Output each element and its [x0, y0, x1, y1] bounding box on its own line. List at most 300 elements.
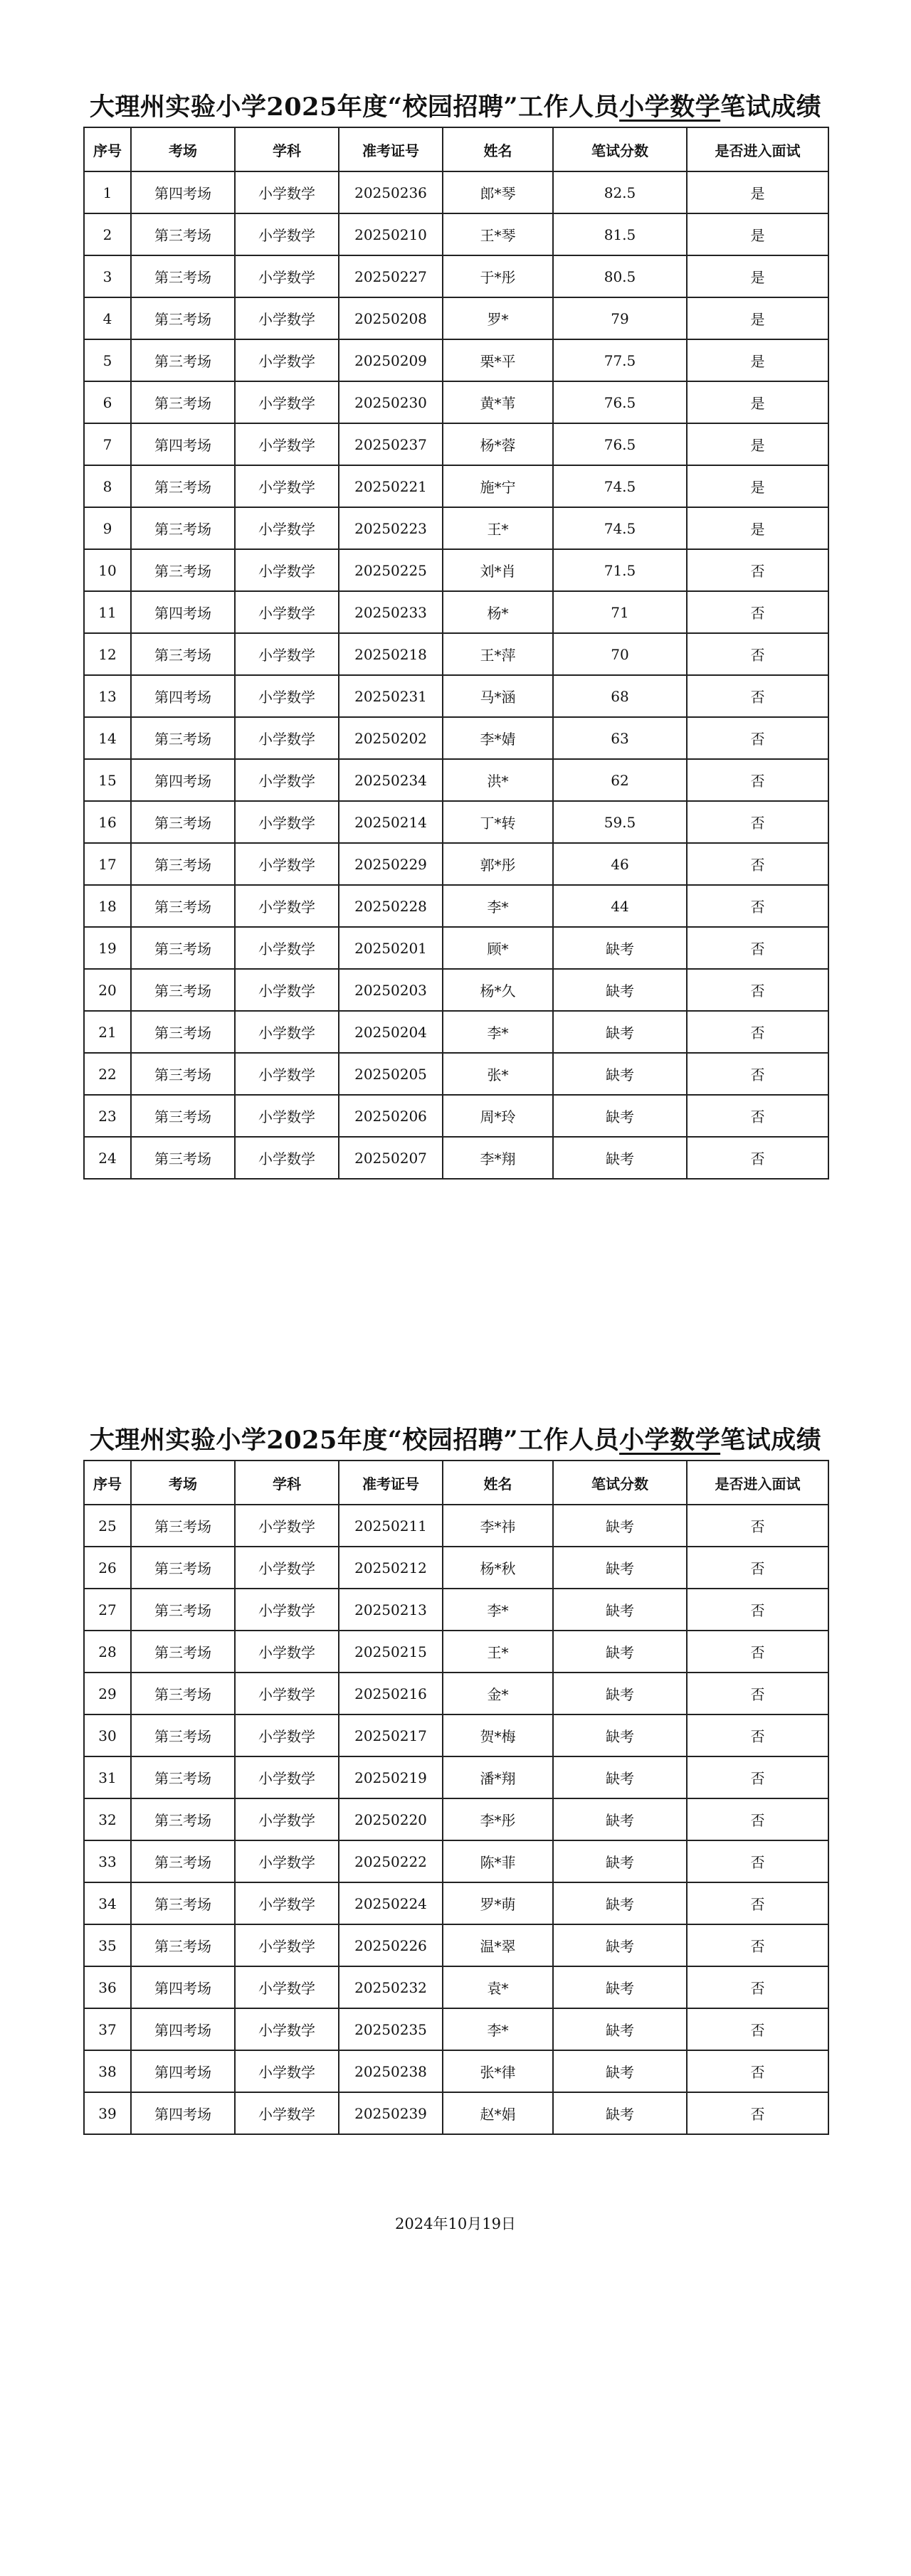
title-subject: 小学数学 [619, 1426, 721, 1455]
table-row [84, 759, 828, 801]
cell-room: 第三考场 [131, 381, 235, 423]
cell-ticket: 20250231 [339, 675, 443, 717]
header-subject: 学科 [235, 1461, 339, 1505]
cell-room: 第三考场 [131, 1137, 235, 1179]
cell-score: 缺考 [553, 927, 687, 969]
cell-ticket: 20250225 [339, 549, 443, 591]
cell-score: 68 [553, 675, 687, 717]
cell-subject: 小学数学 [235, 465, 339, 507]
cell-name: 李*祎 [443, 1505, 553, 1547]
cell-score: 缺考 [553, 1011, 687, 1053]
cell-room: 第三考场 [131, 1011, 235, 1053]
cell-name: 陈*菲 [443, 1840, 553, 1882]
cell-subject: 小学数学 [235, 885, 339, 927]
cell-subject: 小学数学 [235, 1589, 339, 1631]
cell-seq: 4 [84, 297, 131, 339]
cell-score: 缺考 [553, 1589, 687, 1631]
cell-interview: 是 [687, 381, 828, 423]
cell-ticket: 20250205 [339, 1053, 443, 1095]
cell-room: 第三考场 [131, 717, 235, 759]
cell-interview: 否 [687, 1547, 828, 1589]
cell-interview: 否 [687, 1714, 828, 1756]
cell-name: 郭*彤 [443, 843, 553, 885]
cell-ticket: 20250226 [339, 1924, 443, 1966]
cell-name: 郎*琴 [443, 171, 553, 213]
cell-subject: 小学数学 [235, 927, 339, 969]
cell-ticket: 20250232 [339, 1966, 443, 2008]
cell-name: 王*琴 [443, 213, 553, 255]
cell-interview: 否 [687, 843, 828, 885]
cell-subject: 小学数学 [235, 675, 339, 717]
table-row [84, 1095, 828, 1137]
cell-score: 缺考 [553, 1840, 687, 1882]
cell-subject: 小学数学 [235, 171, 339, 213]
table-row [84, 171, 828, 213]
cell-room: 第四考场 [131, 675, 235, 717]
cell-ticket: 20250229 [339, 843, 443, 885]
cell-name: 袁* [443, 1966, 553, 2008]
cell-score: 44 [553, 885, 687, 927]
cell-subject: 小学数学 [235, 1505, 339, 1547]
cell-seq: 17 [84, 843, 131, 885]
cell-score: 74.5 [553, 507, 687, 549]
cell-ticket: 20250222 [339, 1840, 443, 1882]
table-header-row [84, 1461, 828, 1505]
table-row [84, 381, 828, 423]
table-row [84, 297, 828, 339]
cell-seq: 3 [84, 255, 131, 297]
cell-interview: 否 [687, 1095, 828, 1137]
cell-score: 缺考 [553, 1547, 687, 1589]
score-table [83, 1460, 829, 2135]
table-header-row [84, 127, 828, 171]
cell-seq: 38 [84, 2050, 131, 2092]
cell-name: 金* [443, 1673, 553, 1714]
title-subject: 小学数学 [619, 92, 721, 122]
table-row [84, 213, 828, 255]
cell-seq: 24 [84, 1137, 131, 1179]
cell-score: 缺考 [553, 969, 687, 1011]
header-interview: 是否进入面试 [687, 127, 828, 171]
table-row [84, 1589, 828, 1631]
cell-room: 第四考场 [131, 759, 235, 801]
header-ticket: 准考证号 [339, 127, 443, 171]
cell-ticket: 20250202 [339, 717, 443, 759]
cell-score: 76.5 [553, 423, 687, 465]
cell-ticket: 20250218 [339, 633, 443, 675]
header-interview: 是否进入面试 [687, 1461, 828, 1505]
cell-interview: 否 [687, 1589, 828, 1631]
table-row [84, 2050, 828, 2092]
cell-seq: 15 [84, 759, 131, 801]
table-row [84, 1714, 828, 1756]
table-row [84, 1798, 828, 1840]
cell-room: 第四考场 [131, 2092, 235, 2134]
cell-score: 70 [553, 633, 687, 675]
table-row [84, 1505, 828, 1547]
table-row [84, 1547, 828, 1589]
cell-score: 63 [553, 717, 687, 759]
cell-seq: 22 [84, 1053, 131, 1095]
cell-subject: 小学数学 [235, 1137, 339, 1179]
cell-name: 杨*久 [443, 969, 553, 1011]
cell-subject: 小学数学 [235, 2092, 339, 2134]
cell-room: 第三考场 [131, 255, 235, 297]
cell-interview: 是 [687, 423, 828, 465]
table-row [84, 885, 828, 927]
cell-seq: 2 [84, 213, 131, 255]
cell-subject: 小学数学 [235, 717, 339, 759]
cell-score: 62 [553, 759, 687, 801]
cell-subject: 小学数学 [235, 2050, 339, 2092]
table-row [84, 927, 828, 969]
cell-seq: 18 [84, 885, 131, 927]
cell-interview: 否 [687, 1840, 828, 1882]
cell-room: 第四考场 [131, 2050, 235, 2092]
cell-name: 李*婧 [443, 717, 553, 759]
cell-score: 79 [553, 297, 687, 339]
cell-seq: 13 [84, 675, 131, 717]
cell-interview: 是 [687, 297, 828, 339]
cell-name: 温*翠 [443, 1924, 553, 1966]
cell-seq: 12 [84, 633, 131, 675]
cell-seq: 25 [84, 1505, 131, 1547]
header-ticket: 准考证号 [339, 1461, 443, 1505]
score-table [83, 127, 829, 1180]
cell-ticket: 20250221 [339, 465, 443, 507]
cell-room: 第三考场 [131, 1714, 235, 1756]
cell-ticket: 20250239 [339, 2092, 443, 2134]
cell-subject: 小学数学 [235, 1882, 339, 1924]
cell-seq: 30 [84, 1714, 131, 1756]
cell-subject: 小学数学 [235, 1966, 339, 2008]
cell-interview: 否 [687, 969, 828, 1011]
cell-score: 缺考 [553, 1631, 687, 1673]
table-row [84, 465, 828, 507]
cell-score: 82.5 [553, 171, 687, 213]
cell-subject: 小学数学 [235, 339, 339, 381]
cell-interview: 否 [687, 2008, 828, 2050]
cell-seq: 33 [84, 1840, 131, 1882]
header-room: 考场 [131, 127, 235, 171]
cell-room: 第三考场 [131, 1798, 235, 1840]
cell-name: 罗* [443, 297, 553, 339]
table-row [84, 1882, 828, 1924]
table-row [84, 423, 828, 465]
cell-room: 第三考场 [131, 1547, 235, 1589]
title-suffix: 笔试成绩 [720, 1426, 822, 1455]
cell-interview: 否 [687, 927, 828, 969]
cell-subject: 小学数学 [235, 633, 339, 675]
title-prefix: 大理州实验小学2025年度“校园招聘”工作人员 [89, 1426, 620, 1455]
cell-name: 杨*秋 [443, 1547, 553, 1589]
cell-interview: 否 [687, 1053, 828, 1095]
table-row [84, 2092, 828, 2134]
table-row [84, 1840, 828, 1882]
cell-seq: 39 [84, 2092, 131, 2134]
cell-name: 李*彤 [443, 1798, 553, 1840]
page-title [83, 84, 828, 127]
cell-interview: 否 [687, 1137, 828, 1179]
cell-ticket: 20250201 [339, 927, 443, 969]
cell-room: 第三考场 [131, 339, 235, 381]
cell-score: 缺考 [553, 2050, 687, 2092]
cell-name: 顾* [443, 927, 553, 969]
cell-name: 李* [443, 1589, 553, 1631]
cell-room: 第四考场 [131, 2008, 235, 2050]
cell-interview: 否 [687, 1924, 828, 1966]
cell-name: 李* [443, 2008, 553, 2050]
cell-ticket: 20250220 [339, 1798, 443, 1840]
cell-seq: 8 [84, 465, 131, 507]
cell-name: 张*律 [443, 2050, 553, 2092]
cell-room: 第三考场 [131, 927, 235, 969]
cell-name: 赵*娟 [443, 2092, 553, 2134]
header-subject: 学科 [235, 127, 339, 171]
cell-interview: 否 [687, 2050, 828, 2092]
cell-seq: 1 [84, 171, 131, 213]
cell-ticket: 20250206 [339, 1095, 443, 1137]
cell-seq: 27 [84, 1589, 131, 1631]
cell-name: 杨*蓉 [443, 423, 553, 465]
table-row [84, 591, 828, 633]
cell-ticket: 20250204 [339, 1011, 443, 1053]
cell-score: 76.5 [553, 381, 687, 423]
cell-score: 59.5 [553, 801, 687, 843]
cell-ticket: 20250213 [339, 1589, 443, 1631]
cell-subject: 小学数学 [235, 1924, 339, 1966]
table-row [84, 1631, 828, 1673]
cell-subject: 小学数学 [235, 1631, 339, 1673]
cell-interview: 否 [687, 1673, 828, 1714]
cell-ticket: 20250207 [339, 1137, 443, 1179]
cell-score: 缺考 [553, 1673, 687, 1714]
cell-interview: 是 [687, 255, 828, 297]
cell-interview: 否 [687, 717, 828, 759]
cell-interview: 否 [687, 1631, 828, 1673]
cell-interview: 是 [687, 507, 828, 549]
table-row [84, 2008, 828, 2050]
cell-ticket: 20250209 [339, 339, 443, 381]
cell-ticket: 20250216 [339, 1673, 443, 1714]
cell-subject: 小学数学 [235, 1798, 339, 1840]
publish-date: 2024年10月19日 [395, 2215, 516, 2232]
cell-score: 81.5 [553, 213, 687, 255]
cell-name: 于*彤 [443, 255, 553, 297]
cell-interview: 否 [687, 801, 828, 843]
cell-subject: 小学数学 [235, 759, 339, 801]
table-row [84, 1137, 828, 1179]
cell-interview: 否 [687, 549, 828, 591]
cell-ticket: 20250211 [339, 1505, 443, 1547]
cell-score: 缺考 [553, 2008, 687, 2050]
cell-score: 71 [553, 591, 687, 633]
cell-room: 第三考场 [131, 885, 235, 927]
cell-subject: 小学数学 [235, 1053, 339, 1095]
cell-score: 缺考 [553, 1882, 687, 1924]
cell-room: 第三考场 [131, 969, 235, 1011]
cell-subject: 小学数学 [235, 1011, 339, 1053]
cell-name: 李* [443, 885, 553, 927]
page-title-2 [83, 1417, 828, 1460]
cell-ticket: 20250208 [339, 297, 443, 339]
cell-room: 第三考场 [131, 843, 235, 885]
table-row [84, 1053, 828, 1095]
cell-name: 潘*翔 [443, 1756, 553, 1798]
cell-ticket: 20250219 [339, 1756, 443, 1798]
header-score: 笔试分数 [553, 1461, 687, 1505]
cell-ticket: 20250203 [339, 969, 443, 1011]
cell-score: 77.5 [553, 339, 687, 381]
cell-room: 第三考场 [131, 1589, 235, 1631]
cell-ticket: 20250238 [339, 2050, 443, 2092]
cell-name: 刘*肖 [443, 549, 553, 591]
cell-interview: 否 [687, 1966, 828, 2008]
cell-room: 第三考场 [131, 213, 235, 255]
cell-score: 缺考 [553, 1924, 687, 1966]
cell-ticket: 20250223 [339, 507, 443, 549]
cell-ticket: 20250233 [339, 591, 443, 633]
title-prefix: 大理州实验小学2025年度“校园招聘”工作人员 [89, 92, 620, 122]
cell-seq: 21 [84, 1011, 131, 1053]
table-row [84, 1756, 828, 1798]
cell-seq: 6 [84, 381, 131, 423]
cell-interview: 否 [687, 1011, 828, 1053]
cell-name: 周*玲 [443, 1095, 553, 1137]
cell-seq: 16 [84, 801, 131, 843]
cell-seq: 34 [84, 1882, 131, 1924]
score-table-section-2 [83, 1417, 828, 2135]
cell-subject: 小学数学 [235, 969, 339, 1011]
cell-subject: 小学数学 [235, 297, 339, 339]
table-row [84, 1966, 828, 2008]
cell-seq: 14 [84, 717, 131, 759]
cell-score: 缺考 [553, 1505, 687, 1547]
header-name: 姓名 [443, 127, 553, 171]
cell-ticket: 20250236 [339, 171, 443, 213]
cell-seq: 31 [84, 1756, 131, 1798]
cell-subject: 小学数学 [235, 507, 339, 549]
cell-room: 第三考场 [131, 507, 235, 549]
cell-seq: 28 [84, 1631, 131, 1673]
cell-ticket: 20250235 [339, 2008, 443, 2050]
table-row [84, 1673, 828, 1714]
table-row [84, 717, 828, 759]
cell-ticket: 20250215 [339, 1631, 443, 1673]
cell-ticket: 20250234 [339, 759, 443, 801]
cell-subject: 小学数学 [235, 1840, 339, 1882]
cell-room: 第三考场 [131, 633, 235, 675]
cell-score: 缺考 [553, 1095, 687, 1137]
table-row [84, 675, 828, 717]
cell-room: 第三考场 [131, 1631, 235, 1673]
cell-room: 第三考场 [131, 549, 235, 591]
cell-subject: 小学数学 [235, 423, 339, 465]
cell-interview: 否 [687, 1505, 828, 1547]
cell-name: 丁*转 [443, 801, 553, 843]
cell-interview: 是 [687, 171, 828, 213]
cell-seq: 20 [84, 969, 131, 1011]
cell-seq: 37 [84, 2008, 131, 2050]
title-suffix: 笔试成绩 [720, 92, 822, 122]
cell-room: 第三考场 [131, 297, 235, 339]
cell-subject: 小学数学 [235, 213, 339, 255]
cell-interview: 否 [687, 1798, 828, 1840]
cell-seq: 10 [84, 549, 131, 591]
cell-subject: 小学数学 [235, 2008, 339, 2050]
cell-subject: 小学数学 [235, 1756, 339, 1798]
cell-seq: 35 [84, 1924, 131, 1966]
header-score: 笔试分数 [553, 127, 687, 171]
table-row [84, 969, 828, 1011]
cell-seq: 19 [84, 927, 131, 969]
cell-interview: 否 [687, 759, 828, 801]
cell-interview: 否 [687, 885, 828, 927]
cell-seq: 11 [84, 591, 131, 633]
cell-room: 第四考场 [131, 423, 235, 465]
cell-name: 马*涵 [443, 675, 553, 717]
cell-score: 缺考 [553, 2092, 687, 2134]
cell-ticket: 20250224 [339, 1882, 443, 1924]
cell-interview: 是 [687, 213, 828, 255]
cell-room: 第三考场 [131, 1505, 235, 1547]
table-row [84, 255, 828, 297]
cell-name: 王*萍 [443, 633, 553, 675]
cell-score: 74.5 [553, 465, 687, 507]
cell-name: 施*宁 [443, 465, 553, 507]
cell-score: 71.5 [553, 549, 687, 591]
cell-room: 第三考场 [131, 1882, 235, 1924]
cell-name: 杨* [443, 591, 553, 633]
cell-interview: 否 [687, 633, 828, 675]
cell-ticket: 20250210 [339, 213, 443, 255]
cell-room: 第三考场 [131, 465, 235, 507]
cell-interview: 是 [687, 465, 828, 507]
cell-room: 第三考场 [131, 1840, 235, 1882]
cell-room: 第四考场 [131, 171, 235, 213]
cell-subject: 小学数学 [235, 381, 339, 423]
header-seq: 序号 [84, 1461, 131, 1505]
table-row [84, 549, 828, 591]
cell-subject: 小学数学 [235, 1547, 339, 1589]
table-row [84, 801, 828, 843]
cell-score: 缺考 [553, 1756, 687, 1798]
cell-seq: 5 [84, 339, 131, 381]
cell-seq: 23 [84, 1095, 131, 1137]
cell-subject: 小学数学 [235, 843, 339, 885]
cell-ticket: 20250228 [339, 885, 443, 927]
cell-ticket: 20250230 [339, 381, 443, 423]
cell-name: 王* [443, 1631, 553, 1673]
cell-name: 洪* [443, 759, 553, 801]
cell-score: 缺考 [553, 1053, 687, 1095]
cell-ticket: 20250212 [339, 1547, 443, 1589]
cell-room: 第三考场 [131, 1673, 235, 1714]
header-name: 姓名 [443, 1461, 553, 1505]
cell-room: 第四考场 [131, 591, 235, 633]
cell-name: 黄*苇 [443, 381, 553, 423]
cell-subject: 小学数学 [235, 1095, 339, 1137]
score-table-section-1 [83, 84, 828, 1180]
cell-name: 李*翔 [443, 1137, 553, 1179]
cell-name: 张* [443, 1053, 553, 1095]
cell-room: 第三考场 [131, 801, 235, 843]
cell-interview: 否 [687, 1882, 828, 1924]
cell-interview: 否 [687, 1756, 828, 1798]
table-row [84, 1011, 828, 1053]
cell-seq: 29 [84, 1673, 131, 1714]
cell-seq: 7 [84, 423, 131, 465]
